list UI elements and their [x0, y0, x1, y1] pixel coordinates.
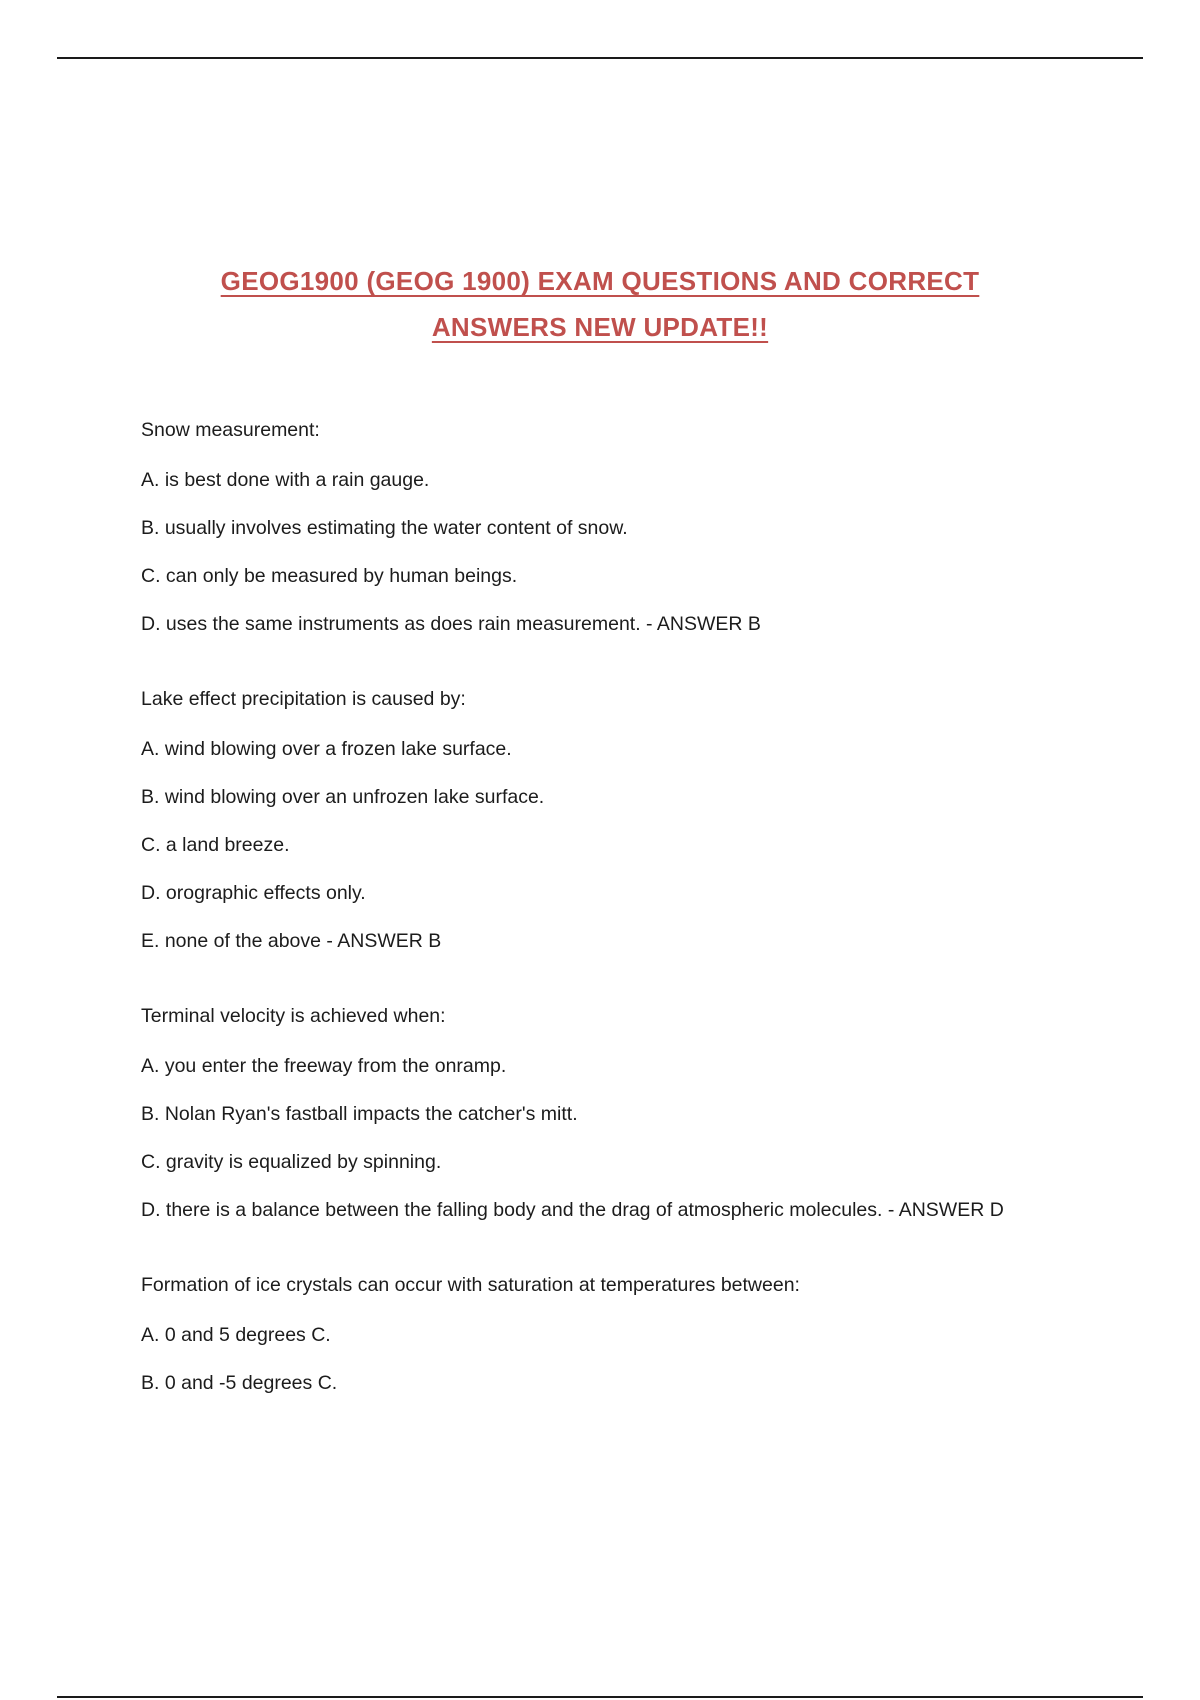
question-text: Terminal velocity is achieved when: — [141, 1005, 446, 1027]
option-b: B. 0 and -5 degrees C. — [141, 1372, 338, 1394]
option-d: D. orographic effects only. — [141, 882, 366, 904]
question-text: Snow measurement: — [141, 419, 320, 441]
question-3 — [141, 1004, 1061, 1225]
option-a: A. you enter the freeway from the onramp. — [141, 1055, 507, 1077]
option-b: B. usually involves estimating the water content of snow. — [141, 517, 628, 539]
title-line-2: ANSWERS NEW UPDATE!! — [431, 312, 769, 342]
option-e: E. none of the above - ANSWER B — [141, 930, 442, 952]
title-line-1: GEOG1900 (GEOG 1900) EXAM QUESTIONS AND CORRECT — [220, 266, 980, 296]
option-d: D. there is a balance between the falling body and the drag of atmospheric molecules. - ANSWER D — [141, 1199, 1004, 1221]
option-a: A. is best done with a rain gauge. — [141, 469, 430, 491]
question-text: Lake effect precipitation is caused by: — [141, 688, 466, 710]
top-rule — [57, 57, 1143, 59]
option-a: A. wind blowing over a frozen lake surface. — [141, 738, 512, 760]
questions-list — [141, 418, 1061, 1446]
question-text: Formation of ice crystals can occur with saturation at temperatures between: — [141, 1274, 800, 1296]
question-2 — [141, 687, 1061, 956]
option-a: A. 0 and 5 degrees C. — [141, 1324, 331, 1346]
option-c: C. can only be measured by human beings. — [141, 565, 518, 587]
option-b: B. Nolan Ryan's fastball impacts the catcher's mitt. — [141, 1103, 578, 1125]
question-4 — [141, 1273, 1061, 1398]
option-d: D. uses the same instruments as does rain measurement. - ANSWER B — [141, 613, 761, 635]
document-title — [130, 258, 1070, 350]
option-c: C. gravity is equalized by spinning. — [141, 1151, 442, 1173]
option-c: C. a land breeze. — [141, 834, 290, 856]
question-1 — [141, 418, 1061, 639]
option-b: B. wind blowing over an unfrozen lake surface. — [141, 786, 545, 808]
bottom-rule — [57, 1696, 1143, 1698]
